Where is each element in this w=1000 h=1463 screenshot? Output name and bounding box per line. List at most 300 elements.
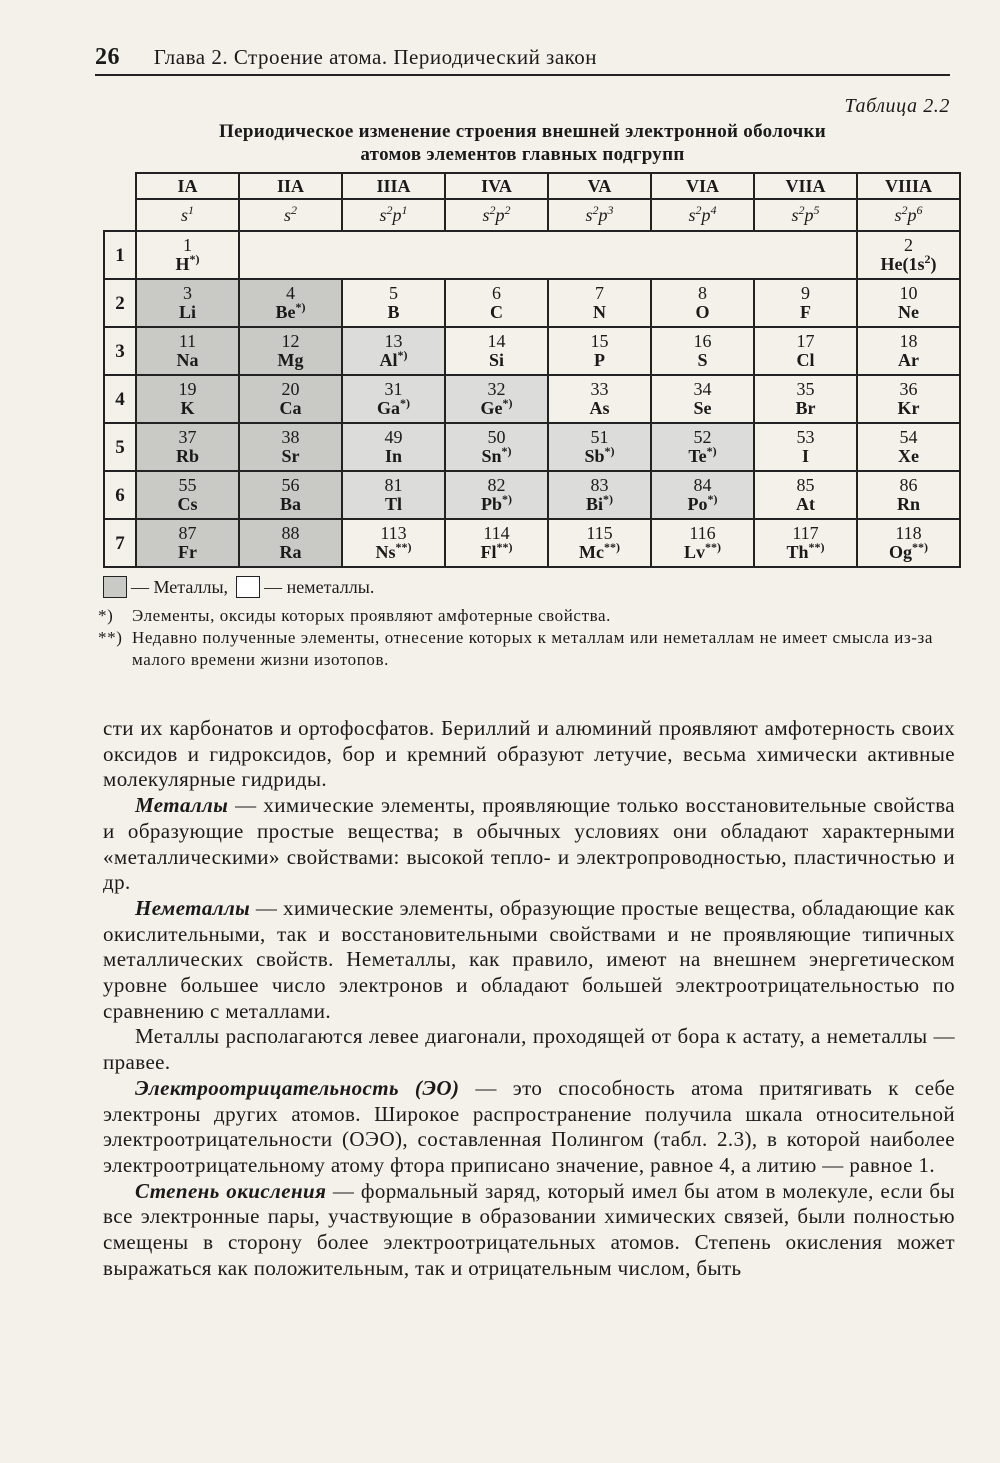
table-label: Таблица 2.2	[844, 95, 950, 117]
element-cell	[445, 471, 548, 519]
element-cell	[754, 519, 857, 567]
atomic-number: 34	[693, 379, 712, 399]
symbol-text: Bi	[585, 494, 603, 514]
element-symbol	[549, 351, 650, 370]
period-number: 7	[104, 519, 136, 567]
p-count: 1	[401, 202, 408, 217]
orbital-p: p	[804, 204, 814, 225]
symbol-text: Br	[795, 398, 816, 418]
atomic-number: 55	[178, 475, 197, 495]
symbol-text: O	[695, 302, 710, 322]
symbol-text: Ra	[279, 542, 302, 562]
symbol-text: C	[490, 302, 503, 322]
element-symbol	[858, 447, 959, 466]
s-count: 1	[188, 202, 194, 217]
element-cell	[754, 471, 857, 519]
s-count: 2	[489, 202, 496, 217]
symbol-text: Al	[379, 350, 398, 370]
atomic-number: 117	[792, 523, 819, 543]
atomic-number: 14	[487, 331, 506, 351]
symbol-text: He(1s	[880, 254, 925, 274]
atomic-number: 85	[796, 475, 815, 495]
group-header: IIIA	[342, 173, 445, 199]
symbol-text: Ba	[279, 494, 301, 514]
corner-cell	[104, 199, 136, 231]
symbol-text: Ca	[279, 398, 302, 418]
period-number: 5	[104, 423, 136, 471]
group-header: VIA	[651, 173, 754, 199]
footnote-mark: *)	[501, 444, 512, 458]
footnote-mark: *)	[604, 444, 615, 458]
orbital-s: s	[180, 204, 188, 225]
atomic-number: 6	[492, 283, 501, 303]
element-symbol	[343, 495, 444, 514]
element-cell	[651, 519, 754, 567]
symbol-text: S	[697, 350, 708, 370]
symbol-text: Fl	[480, 542, 497, 562]
element-cell	[857, 279, 960, 327]
config-header	[342, 199, 445, 231]
element-symbol	[446, 444, 547, 466]
atomic-number: 53	[796, 427, 815, 447]
element-symbol	[240, 399, 341, 418]
atomic-number: 32	[487, 379, 506, 399]
element-cell	[239, 327, 342, 375]
paragraph: сти их карбонатов и ортофосфатов. Бериллий и алюминий проявляют амфотерность своих оксидов и гидроксидов, бор и кремний образуют летучие, весьма химически активные молекулярные гидриды.	[103, 716, 955, 792]
atomic-number: 5	[389, 283, 398, 303]
nonmetal-swatch-icon	[236, 576, 260, 598]
paragraph-text: — это способность атома притягивать к себе электроны других атомов. Широкое распространение получила шкала относительной электроотрицательности (ОЭО), составленная Полингом (табл. 2.3), в которой наиболее электроотрицательному атому фтора приписано значение, равное 4, а литию — равное 1.	[103, 1075, 956, 1177]
table-title-line1: Периодическое изменение строения внешней электронной оболочки	[219, 121, 826, 142]
element-cell	[548, 519, 651, 567]
element-symbol	[858, 399, 959, 418]
element-cell	[445, 327, 548, 375]
symbol-text: F	[800, 302, 811, 322]
element-cell-he	[857, 231, 960, 279]
term: Электроотрицательность (ЭО)	[135, 1075, 460, 1100]
config-header	[857, 199, 960, 231]
term: Неметаллы	[135, 895, 251, 920]
element-cell	[754, 279, 857, 327]
symbol-text: At	[796, 494, 815, 514]
element-symbol	[137, 252, 238, 274]
orbital-s: s	[283, 204, 291, 225]
orbital-p: p	[598, 204, 608, 225]
symbol-text: Sb	[584, 446, 605, 466]
metal-swatch-icon	[103, 576, 127, 598]
corner-cell	[104, 173, 136, 199]
footnote-mark: *)	[397, 348, 408, 362]
group-header-row	[104, 173, 960, 199]
atomic-number: 1	[183, 235, 192, 255]
element-symbol	[652, 540, 753, 562]
legend	[103, 576, 374, 598]
paragraph	[103, 1076, 955, 1179]
element-symbol	[755, 540, 856, 562]
element-cell	[136, 471, 239, 519]
period-number: 1	[104, 231, 136, 279]
element-cell	[342, 327, 445, 375]
element-cell	[548, 375, 651, 423]
group-header: IVA	[445, 173, 548, 199]
element-cell	[548, 423, 651, 471]
footnote-mark: *)	[603, 492, 613, 506]
element-cell	[136, 279, 239, 327]
element-cell	[239, 375, 342, 423]
footnote-mark: **)	[808, 540, 825, 554]
symbol-text: H	[175, 254, 190, 274]
element-cell	[445, 519, 548, 567]
element-symbol	[343, 303, 444, 322]
symbol-text: P	[594, 350, 605, 370]
paragraph	[103, 1179, 955, 1282]
element-symbol	[549, 444, 650, 466]
element-symbol	[549, 303, 650, 322]
period-number: 4	[104, 375, 136, 423]
atomic-number: 33	[590, 379, 609, 399]
symbol-text: K	[180, 398, 195, 418]
element-cell	[651, 279, 754, 327]
atomic-number: 17	[796, 331, 815, 351]
config-header	[548, 199, 651, 231]
element-cell	[548, 471, 651, 519]
symbol-text: Po	[687, 494, 708, 514]
s-count: 2	[695, 202, 702, 217]
element-cell	[857, 519, 960, 567]
element-cell	[342, 375, 445, 423]
element-symbol	[549, 540, 650, 562]
orbital-p: p	[495, 204, 505, 225]
footnote-mark: *)	[707, 492, 718, 506]
element-symbol	[858, 495, 959, 514]
symbol-text: Tl	[384, 494, 402, 514]
element-cell	[548, 327, 651, 375]
period-row	[104, 231, 960, 279]
symbol-text: Na	[176, 350, 199, 370]
p-count: 2	[504, 202, 511, 217]
element-cell	[754, 327, 857, 375]
chapter-title: Глава 2. Строение атома. Периодический закон	[153, 45, 598, 69]
element-cell	[342, 279, 445, 327]
element-symbol	[652, 444, 753, 466]
term: Степень окисления	[135, 1178, 327, 1203]
symbol-text: Ga	[376, 398, 400, 418]
atomic-number: 31	[384, 379, 403, 399]
legend-nonmetals: — неметаллы.	[264, 576, 375, 597]
p-count: 6	[916, 202, 923, 217]
footnotes	[98, 605, 958, 671]
symbol-text: Se	[693, 398, 712, 418]
element-symbol	[446, 492, 547, 514]
element-symbol	[755, 399, 856, 418]
atomic-number: 35	[796, 379, 815, 399]
symbol-text: Mg	[277, 350, 304, 370]
config-header	[651, 199, 754, 231]
atomic-number: 84	[693, 475, 712, 495]
footnote-mark: **)	[496, 540, 513, 554]
orbital-s: s	[791, 204, 799, 225]
period-number: 3	[104, 327, 136, 375]
element-cell	[136, 519, 239, 567]
orbital-s: s	[894, 204, 902, 225]
footnote-mark: *)	[295, 300, 306, 314]
symbol-text: B	[387, 302, 400, 322]
element-cell	[651, 471, 754, 519]
symbol-text: Be	[275, 302, 296, 322]
empty-span-cell	[239, 231, 857, 279]
legend-metals: — Металлы,	[131, 576, 229, 597]
element-cell	[754, 423, 857, 471]
atomic-number: 2	[904, 235, 913, 255]
element-cell	[342, 471, 445, 519]
element-symbol	[240, 495, 341, 514]
atomic-number: 116	[689, 523, 716, 543]
element-symbol	[240, 447, 341, 466]
period-number: 6	[104, 471, 136, 519]
element-cell	[239, 279, 342, 327]
atomic-number: 86	[899, 475, 918, 495]
symbol-text: Pb	[480, 494, 502, 514]
element-symbol	[755, 351, 856, 370]
element-cell	[857, 423, 960, 471]
orbital-p: p	[392, 204, 402, 225]
orbital-p: p	[907, 204, 917, 225]
p-count: 4	[710, 202, 717, 217]
atomic-number: 113	[380, 523, 407, 543]
element-symbol	[755, 495, 856, 514]
symbol-text: Og	[888, 542, 912, 562]
element-symbol	[549, 399, 650, 418]
element-symbol	[446, 540, 547, 562]
orbital-s: s	[688, 204, 696, 225]
atomic-number: 10	[899, 283, 918, 303]
period-row	[104, 279, 960, 327]
period-row	[104, 519, 960, 567]
atomic-number: 36	[899, 379, 918, 399]
atomic-number: 8	[698, 283, 707, 303]
atomic-number: 52	[693, 427, 712, 447]
table-title	[95, 120, 950, 166]
table-title-line2: атомов элементов главных подгрупп	[360, 144, 685, 165]
paragraph: Металлы располагаются левее диагонали, проходящей от бора к астату, а неметаллы — правее.	[103, 1024, 955, 1075]
atomic-number: 87	[178, 523, 197, 543]
symbol-text: Cs	[177, 494, 198, 514]
orbital-s: s	[585, 204, 593, 225]
element-cell	[651, 375, 754, 423]
config-header	[445, 199, 548, 231]
element-cell	[651, 423, 754, 471]
element-cell	[857, 327, 960, 375]
element-cell	[857, 471, 960, 519]
orbital-s: s	[379, 204, 387, 225]
element-cell	[136, 423, 239, 471]
periodic-table	[103, 172, 961, 568]
group-header: VA	[548, 173, 651, 199]
atomic-number: 82	[487, 475, 506, 495]
period-number: 2	[104, 279, 136, 327]
atomic-number: 81	[384, 475, 403, 495]
symbol-text: Ne	[898, 302, 919, 322]
element-symbol	[343, 348, 444, 370]
element-symbol	[858, 540, 959, 562]
element-symbol	[755, 303, 856, 322]
element-symbol	[137, 495, 238, 514]
atomic-number: 18	[899, 331, 918, 351]
footnote-mark: **)	[603, 540, 620, 554]
atomic-number: 16	[693, 331, 712, 351]
config-header	[239, 199, 342, 231]
element-symbol	[446, 351, 547, 370]
element-symbol	[549, 492, 650, 514]
element-cell-h	[136, 231, 239, 279]
element-cell	[651, 327, 754, 375]
atomic-number: 13	[384, 331, 403, 351]
symbol-text: In	[384, 446, 402, 466]
element-symbol	[137, 351, 238, 370]
element-symbol	[652, 303, 753, 322]
atomic-number: 54	[899, 427, 918, 447]
symbol-text: Mc	[579, 542, 604, 562]
s-count: 2	[901, 202, 908, 217]
footnote	[98, 605, 958, 627]
footnote-text: Элементы, оксиды которых проявляют амфотерные свойства.	[132, 606, 611, 625]
group-header: VIIIA	[857, 173, 960, 199]
element-cell	[239, 471, 342, 519]
paragraph	[103, 793, 955, 896]
element-cell	[445, 279, 548, 327]
superscript: 2	[924, 252, 931, 266]
atomic-number: 11	[178, 331, 197, 351]
term: Металлы	[135, 793, 229, 818]
footnote-mark: *)	[98, 606, 114, 625]
symbol-text: Rb	[175, 446, 199, 466]
symbol-text: Ns	[375, 542, 396, 562]
footnote-mark: **)	[395, 540, 412, 554]
element-symbol	[137, 447, 238, 466]
symbol-text: I	[801, 446, 809, 466]
orbital-s: s	[482, 204, 490, 225]
element-cell	[445, 375, 548, 423]
symbol-text: Cl	[796, 350, 815, 370]
footnote-mark: *)	[189, 252, 200, 266]
period-row	[104, 327, 960, 375]
element-symbol	[652, 492, 753, 514]
footnote-mark: **)	[912, 540, 928, 554]
atomic-number: 3	[183, 283, 192, 303]
page-header	[95, 44, 950, 76]
symbol-text: Lv	[683, 542, 705, 562]
element-symbol	[858, 252, 959, 274]
element-symbol	[446, 396, 547, 418]
footnote-mark: **)	[98, 628, 123, 647]
symbol-text: Sr	[281, 446, 300, 466]
page-number: 26	[95, 44, 120, 70]
atomic-number: 12	[281, 331, 300, 351]
symbol-text: Si	[488, 350, 504, 370]
paragraph	[103, 896, 955, 1025]
symbol-text: Ar	[898, 350, 919, 370]
atomic-number: 15	[590, 331, 609, 351]
element-symbol	[240, 543, 341, 562]
p-count: 3	[607, 202, 614, 217]
element-symbol	[240, 351, 341, 370]
atomic-number: 83	[590, 475, 609, 495]
element-symbol	[652, 351, 753, 370]
element-cell	[239, 423, 342, 471]
element-cell	[445, 423, 548, 471]
footnote-text: Недавно полученные элементы, отнесение которых к металлам или неметаллам не имеет смысла из-за малого времени жизни изотопов.	[132, 628, 934, 669]
symbol-text: Xe	[898, 446, 919, 466]
symbol-text: Li	[178, 302, 196, 322]
symbol-text: Ge	[480, 398, 503, 418]
atomic-number: 7	[595, 283, 604, 303]
atomic-number: 56	[281, 475, 300, 495]
symbol-text: Te	[688, 446, 707, 466]
paren-close: )	[930, 254, 937, 274]
element-cell	[754, 375, 857, 423]
p-count: 5	[813, 202, 820, 217]
symbol-text: Fr	[178, 542, 197, 562]
element-symbol	[446, 303, 547, 322]
atomic-number: 4	[286, 283, 295, 303]
symbol-text: N	[593, 302, 606, 322]
symbol-text: Kr	[897, 398, 920, 418]
element-cell	[857, 375, 960, 423]
symbol-text: As	[589, 398, 610, 418]
atomic-number: 37	[178, 427, 197, 447]
atomic-number: 88	[281, 523, 300, 543]
paragraph-text: — химические элементы, проявляющие только восстановительные свойства и образующие простые вещества; в обычных условиях они обладают характерными «металлическими» свойствами: высокой тепло- и электропроводностью, пластичностью и др.	[103, 793, 955, 895]
body-text	[103, 716, 955, 1281]
group-header: VIIA	[754, 173, 857, 199]
paragraph-text: — химические элементы, образующие простые вещества, обладающие как окислительными, так и восстановительными свойствами и не проявляющие типичных металлических свойств. Неметаллы, как правило, имеют на внешнем энергетическом уровне большее число электронов и обладают большей электроотрицательностью по сравнению с металлами.	[103, 895, 955, 1023]
footnote-mark: *)	[706, 444, 717, 458]
period-row	[104, 471, 960, 519]
atomic-number: 19	[178, 379, 197, 399]
element-symbol	[652, 399, 753, 418]
element-symbol	[858, 303, 959, 322]
atomic-number: 38	[281, 427, 300, 447]
group-header: IA	[136, 173, 239, 199]
element-symbol	[343, 447, 444, 466]
symbol-text: Rn	[896, 494, 920, 514]
atomic-number: 51	[590, 427, 609, 447]
element-cell	[342, 519, 445, 567]
element-symbol	[137, 543, 238, 562]
group-header: IIA	[239, 173, 342, 199]
period-row	[104, 375, 960, 423]
element-symbol	[343, 540, 444, 562]
config-header	[754, 199, 857, 231]
element-cell	[136, 327, 239, 375]
footnote	[98, 627, 958, 671]
atomic-number: 20	[281, 379, 300, 399]
element-symbol	[240, 300, 341, 322]
element-cell	[342, 423, 445, 471]
s-count: 2	[386, 202, 393, 217]
element-symbol	[858, 351, 959, 370]
atomic-number: 114	[483, 523, 510, 543]
atomic-number: 9	[801, 283, 810, 303]
symbol-text: Sn	[481, 446, 502, 466]
s-count: 2	[798, 202, 805, 217]
element-symbol	[137, 399, 238, 418]
footnote-mark: *)	[502, 492, 512, 506]
config-header	[136, 199, 239, 231]
element-cell	[548, 279, 651, 327]
element-symbol	[343, 396, 444, 418]
element-cell	[136, 375, 239, 423]
